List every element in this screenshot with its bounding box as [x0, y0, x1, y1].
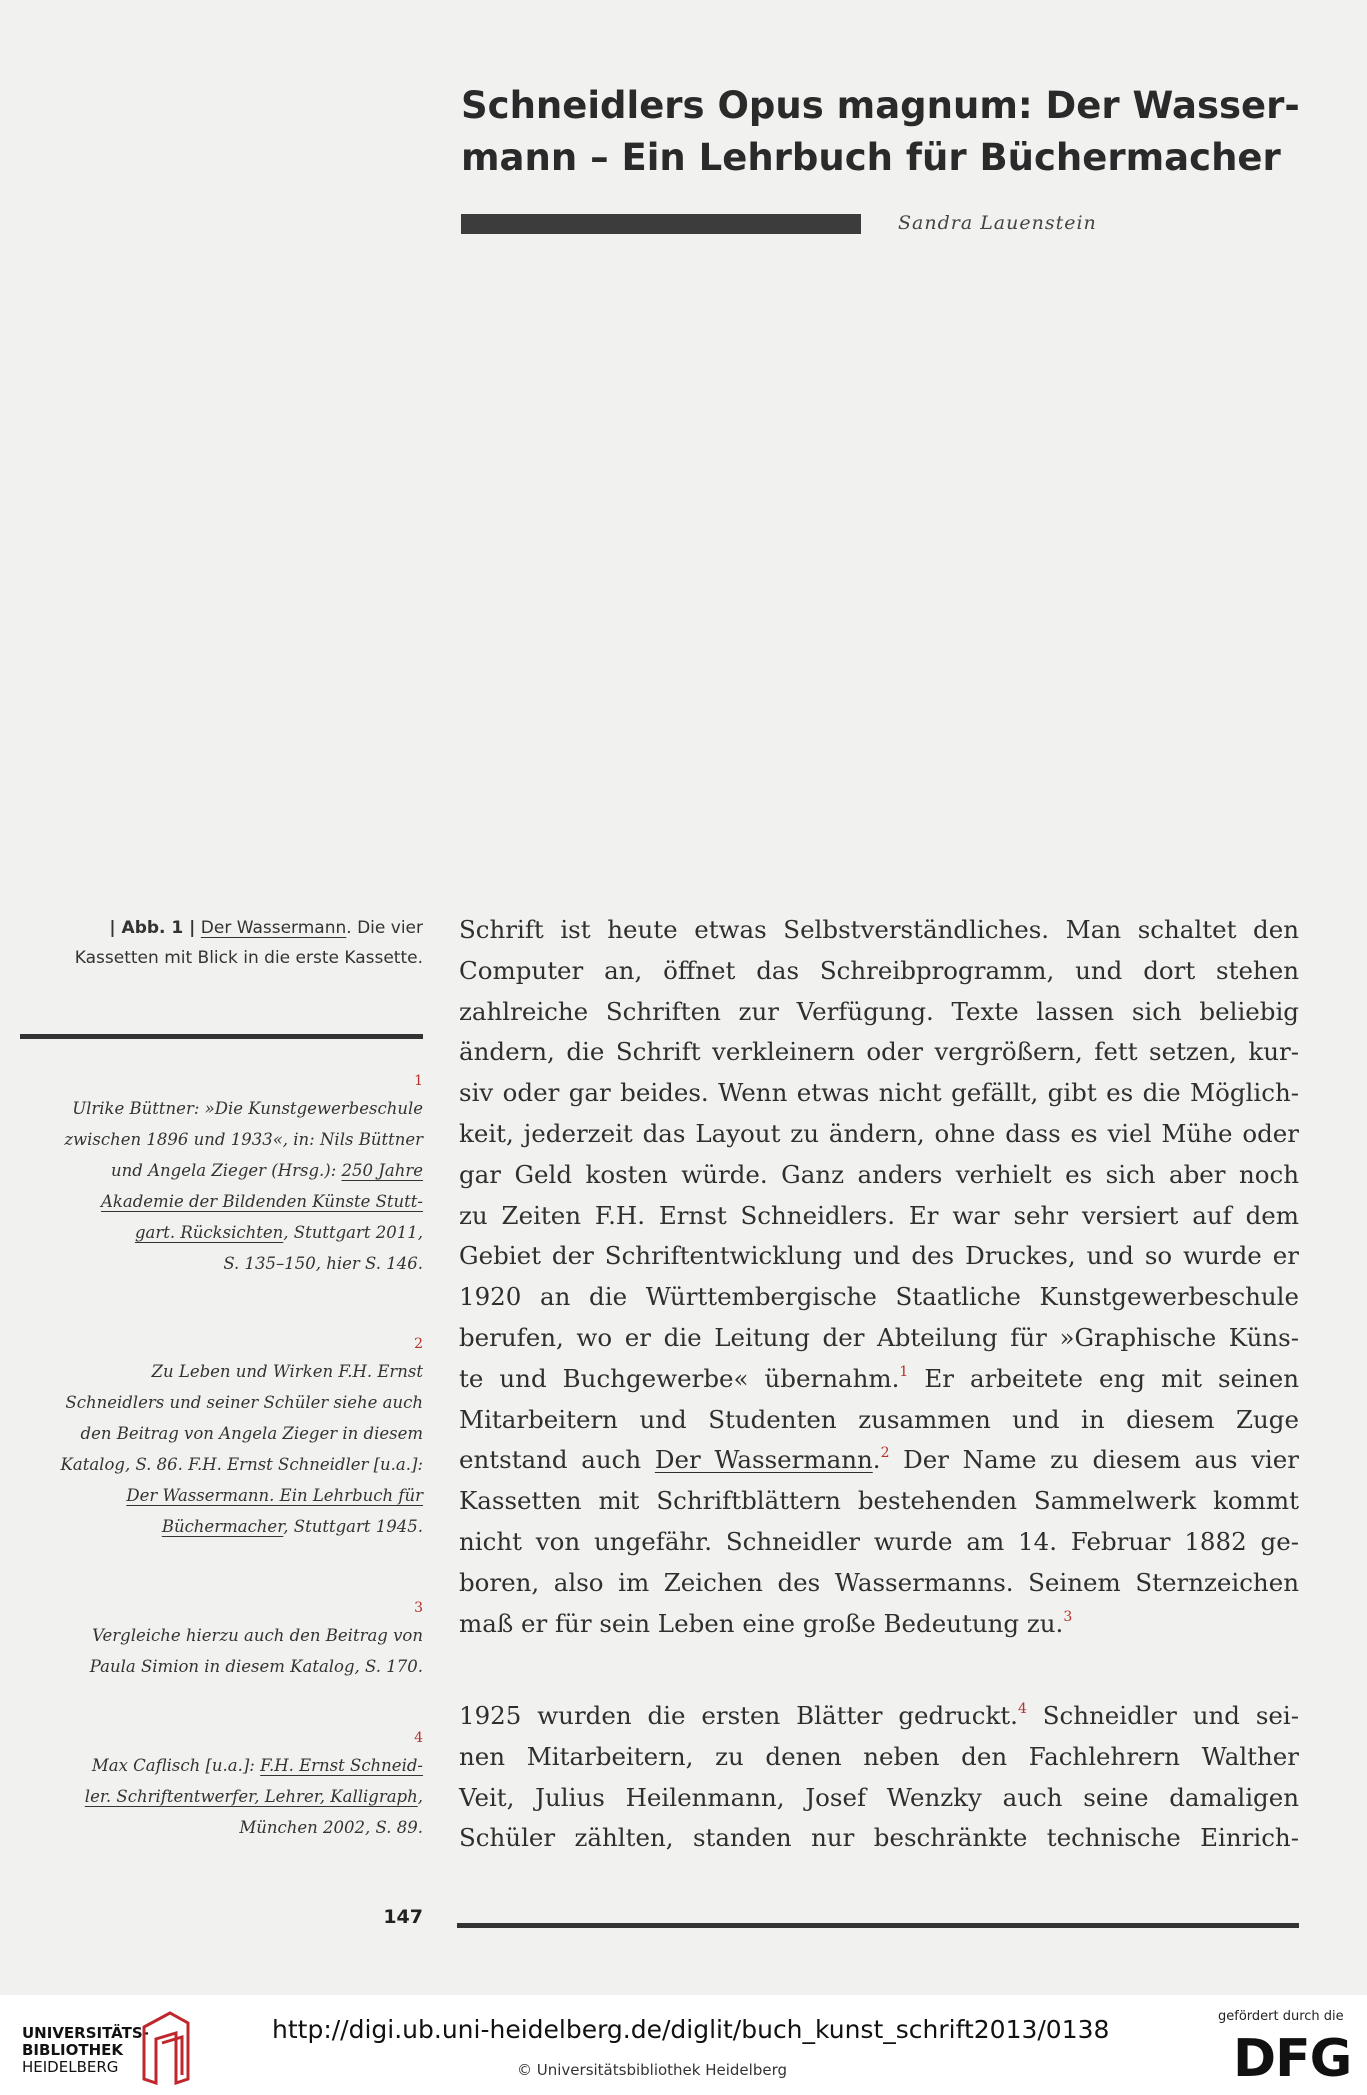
bottom-rule — [457, 1923, 1299, 1928]
copyright-notice: © Universitätsbibliothek Heidelberg — [517, 2061, 788, 2079]
footnote-line: München 2002, S. 89. — [239, 1818, 423, 1837]
body-paragraph — [459, 1696, 1299, 1859]
footnote-line: ler. Schriftentwerfer, Lehrer, Kalligraph, — [84, 1787, 423, 1806]
dfg-logo: DFG — [1233, 2029, 1352, 2089]
text-line: Veit, Julius Heilenmann, Josef Wenzky auch seine damaligen — [459, 1782, 1299, 1812]
work-title: Der Wassermann — [654, 1445, 873, 1475]
footnote-number: 3 — [414, 1600, 423, 1616]
body-paragraph — [459, 910, 1299, 1644]
footnote-mark: 1 — [899, 1363, 909, 1380]
library-name: UNIVERSITÄTS- BIBLIOTHEK HEIDELBERG — [22, 2024, 149, 2076]
footnote-line: Max Caflisch [u.a.]: F.H. Ernst Schneid- — [91, 1756, 423, 1775]
footnote — [20, 1726, 423, 1843]
footnote-line: Zu Leben und Wirken F.H. Ernst — [151, 1362, 423, 1381]
text-line: entstand auch Der Wassermann.$^2$ Der Name zu diesem aus vier — [459, 1445, 1299, 1475]
title-bar — [461, 214, 861, 234]
footnote-line: Vergleiche hierzu auch den Beitrag von — [92, 1626, 423, 1645]
figure-label: | Abb. 1 | — [109, 918, 196, 938]
footnote-line: gart. Rücksichten, Stuttgart 2011, — [134, 1223, 423, 1242]
page-number: 147 — [383, 1906, 423, 1928]
footnote-line: zwischen 1896 und 1933«, in: Nils Büttner — [64, 1130, 423, 1149]
text-line: berufen, wo er die Leitung der Abteilung für »Graphische Küns- — [459, 1322, 1299, 1352]
text-line: te und Buchgewerbe« übernahm.$^1$ Er arbeitete eng mit seinen — [459, 1363, 1299, 1393]
footnote-number: 1 — [414, 1073, 423, 1089]
text-line: Schüler zählten, standen nur beschränkte technische Einrich- — [459, 1823, 1299, 1853]
title-line: mann – Ein Lehrbuch für Büchermacher — [461, 136, 1281, 179]
caption-line: Kassetten mit Blick in die erste Kassette. — [74, 948, 423, 968]
text-line: nen Mitarbeitern, zu denen neben den Fachlehrern Walther — [459, 1741, 1299, 1771]
footnote-mark: 2 — [880, 1445, 890, 1462]
text-line: Computer an, öffnet das Schreibprogramm, und dort stehen — [459, 955, 1299, 985]
footnote-number: 4 — [414, 1730, 423, 1746]
caption-line — [20, 913, 423, 943]
cited-title: ler. Schriftentwerfer, Lehrer, Kalligraph — [84, 1787, 418, 1806]
text-line: boren, also im Zeichen des Wassermanns. Seinem Sternzeichen — [459, 1567, 1299, 1597]
text-line: nicht von ungefähr. Schneidler wurde am 14. Februar 1882 ge- — [459, 1526, 1299, 1556]
text-line: maß er für sein Leben eine große Bedeutung zu.$^3$ — [459, 1608, 1073, 1638]
text-line: ändern, die Schrift verkleinern oder vergrößern, fett setzen, kur- — [459, 1037, 1299, 1067]
cited-title: 250 Jahre — [341, 1161, 423, 1180]
cited-title: gart. Rücksichten — [134, 1223, 284, 1242]
text-line: 1920 an die Württembergische Staatliche Kunstgewerbeschule — [459, 1282, 1299, 1312]
cited-title: Büchermacher — [161, 1517, 284, 1536]
text-line: Schrift ist heute etwas Selbstverständliches. Man schaltet den — [459, 915, 1299, 944]
footnote-mark: 4 — [1017, 1701, 1027, 1717]
text-line: zu Zeiten F.H. Ernst Schneidlers. Er war sehr versiert auf dem — [459, 1200, 1299, 1230]
footnote-line: den Beitrag von Angela Zieger in diesem — [80, 1424, 423, 1443]
text-line: keit, jederzeit das Layout zu ändern, ohne dass es viel Mühe oder — [459, 1118, 1299, 1148]
text-line: zahlreiche Schriften zur Verfügung. Texte lassen sich beliebig — [459, 996, 1299, 1026]
footnote-mark: 3 — [1063, 1608, 1073, 1625]
footnote-line: Büchermacher, Stuttgart 1945. — [161, 1517, 423, 1536]
footnote-line: Schneidlers und seiner Schüler siehe auch — [65, 1393, 423, 1412]
footnote — [20, 1596, 423, 1682]
author-name: Sandra Lauenstein — [898, 212, 1097, 234]
article-title — [461, 80, 1321, 184]
footnote-number: 2 — [414, 1336, 423, 1352]
text-line: 1925 wurden die ersten Blätter gedruckt.$^4$ Schneidler und sei- — [459, 1701, 1300, 1730]
text-line: siv oder gar beides. Wenn etwas nicht gefällt, gibt es die Möglich- — [459, 1078, 1299, 1108]
figure-title: Der Wassermann — [200, 918, 347, 938]
permalink[interactable]: http://digi.ub.uni-heidelberg.de/diglit/buch_kunst_schrift2013/0138 — [272, 2015, 1110, 2044]
text-line: gar Geld kosten würde. Ganz anders verhielt es sich aber noch — [459, 1159, 1299, 1189]
title-line: Schneidlers Opus magnum: Der Wasser- — [461, 84, 1300, 127]
caption-text: . Die vier — [346, 918, 423, 938]
sidebar-rule — [20, 1034, 423, 1039]
footnote — [20, 1069, 423, 1279]
footnote-line: Paula Simion in diesem Katalog, S. 170. — [89, 1657, 423, 1676]
footnote-line: Katalog, S. 86. F.H. Ernst Schneidler [u.a.]: — [60, 1455, 423, 1474]
cited-title: F.H. Ernst Schneid- — [260, 1756, 423, 1775]
cited-title: Akademie der Bildenden Künste Stutt- — [100, 1192, 423, 1211]
text-line: Mitarbeitern und Studenten zusammen und in diesem Zuge — [459, 1404, 1299, 1434]
text-line: Gebiet der Schriftentwicklung und des Druckes, und so wurde er — [459, 1241, 1299, 1271]
funding-note: gefördert durch die — [1218, 2009, 1344, 2024]
footnote — [20, 1332, 423, 1542]
viewer-footer — [0, 1995, 1367, 2095]
footnote-line: und Angela Zieger (Hrsg.): 250 Jahre — [111, 1161, 423, 1180]
library-logo-icon — [140, 2009, 192, 2085]
figure-caption — [20, 913, 423, 973]
text-line: Kassetten mit Schriftblättern bestehenden Sammelwerk kommt — [459, 1486, 1299, 1516]
footnote-line: Ulrike Büttner: »Die Kunstgewerbeschule — [72, 1099, 423, 1118]
cited-title: Der Wassermann. Ein Lehrbuch für — [126, 1486, 423, 1505]
footnote-line: S. 135–150, hier S. 146. — [223, 1254, 423, 1273]
